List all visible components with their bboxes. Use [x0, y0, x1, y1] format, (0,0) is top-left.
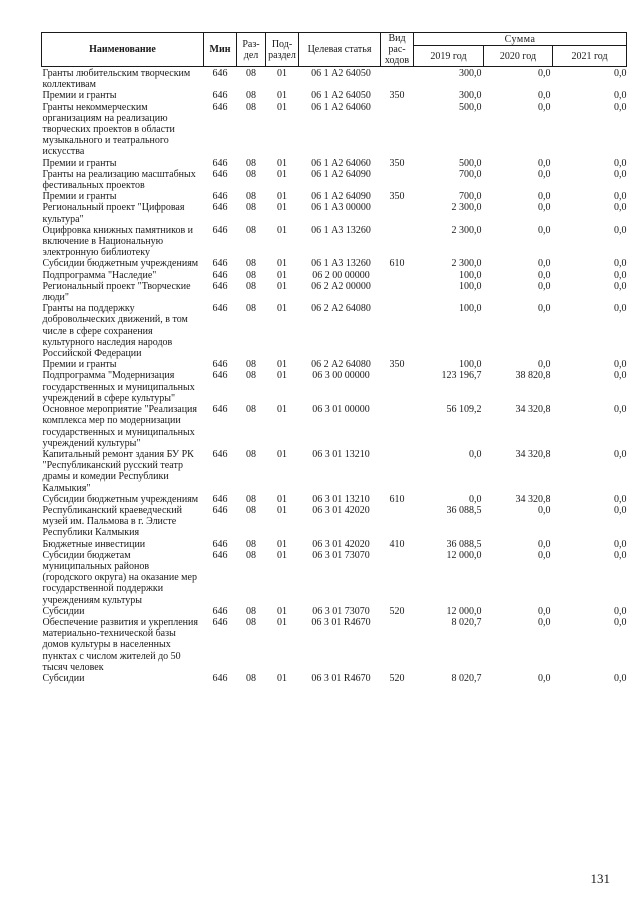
- row-sum-2020: 0,0: [538, 672, 551, 684]
- row-vid: [381, 370, 414, 404]
- row-sum-2021: 0,0: [614, 68, 627, 79]
- table-row: [42, 90, 627, 101]
- row-sum-2021: 0,0: [614, 258, 627, 270]
- row-razdel: 08: [246, 191, 256, 203]
- row-name: Оцифровка книжных памятников и включение в Национальную электронную библиотеку: [42, 224, 194, 259]
- header-year-2019: 2019 год: [414, 46, 484, 67]
- row-min: 646: [212, 202, 228, 214]
- row-podrazdel: 01: [277, 224, 287, 236]
- row-vid: [381, 225, 414, 259]
- row-min: 646: [212, 258, 228, 270]
- row-min: 646: [212, 504, 228, 516]
- row-sum-2020: 0,0: [538, 224, 551, 236]
- row-razdel: 08: [246, 359, 256, 371]
- row-sum-2021: 0,0: [614, 157, 627, 169]
- row-vid: 610: [389, 258, 405, 270]
- row-name: Премии и гранты: [42, 90, 117, 102]
- row-vid: 610: [389, 493, 405, 505]
- row-name: Подпрограмма "Модернизация государственных и муниципальных учреждений в сфере культуры": [42, 370, 195, 404]
- row-celevaya: 06 2 А2 00000: [311, 280, 371, 292]
- table-row: [42, 202, 627, 224]
- row-sum-2020: 0,0: [538, 258, 551, 270]
- row-sum-2021: 0,0: [614, 280, 627, 292]
- row-razdel: 08: [246, 616, 256, 628]
- row-celevaya: 06 1 А2 64060: [311, 157, 371, 169]
- row-name: Субсидии: [42, 672, 85, 684]
- row-vid: [381, 270, 414, 281]
- row-vid: 350: [389, 359, 405, 371]
- row-sum-2020: 0,0: [538, 538, 551, 550]
- row-sum-2021: 0,0: [614, 191, 627, 203]
- row-vid: [381, 102, 414, 158]
- row-name: Региональный проект "Творческие люди": [42, 280, 191, 304]
- row-min: 646: [212, 303, 228, 315]
- row-sum-2020: 34 320,8: [515, 448, 551, 460]
- row-celevaya: 06 1 А3 00000: [311, 202, 371, 214]
- row-name: Субсидии бюджетным учреждениям: [42, 493, 199, 505]
- table-row: [42, 606, 627, 617]
- row-sum-2021: 0,0: [614, 101, 627, 113]
- row-sum-2019: 500,0: [459, 101, 482, 113]
- row-sum-2019: 2 300,0: [451, 202, 482, 214]
- row-celevaya: 06 1 А2 64090: [311, 191, 371, 203]
- row-razdel: 08: [246, 448, 256, 460]
- row-razdel: 08: [246, 280, 256, 292]
- row-sum-2019: 100,0: [459, 269, 482, 281]
- row-razdel: 08: [246, 101, 256, 113]
- table-row: [42, 102, 627, 158]
- row-razdel: 08: [246, 157, 256, 169]
- table-row: [42, 270, 627, 281]
- row-min: 646: [212, 448, 228, 460]
- row-sum-2021: 0,0: [614, 224, 627, 236]
- row-name: Премии и гранты: [42, 359, 117, 371]
- row-min: 646: [212, 90, 228, 102]
- row-podrazdel: 01: [277, 549, 287, 561]
- table-row: [42, 550, 627, 606]
- table-row: [42, 225, 627, 259]
- table-row: [42, 191, 627, 202]
- header-podrazdel: Под- раздел: [266, 33, 299, 67]
- row-vid: 520: [389, 672, 405, 684]
- row-razdel: 08: [246, 68, 256, 79]
- row-celevaya: 06 3 01 R4670: [311, 672, 371, 684]
- row-celevaya: 06 3 01 00000: [312, 404, 370, 416]
- row-podrazdel: 01: [277, 448, 287, 460]
- row-podrazdel: 01: [277, 168, 287, 180]
- row-sum-2021: 0,0: [614, 202, 627, 214]
- row-name: Гранты некоммерческим организациям на реализацию творческих проектов в области музыкального и театрального искусства: [42, 101, 175, 158]
- row-sum-2021: 0,0: [614, 504, 627, 516]
- row-podrazdel: 01: [277, 493, 287, 505]
- row-celevaya: 06 3 01 42020: [312, 504, 370, 516]
- table-row: [42, 303, 627, 359]
- row-sum-2020: 0,0: [538, 68, 551, 79]
- row-sum-2019: 12 000,0: [446, 605, 482, 617]
- row-vid: [381, 202, 414, 224]
- row-vid: 350: [389, 191, 405, 203]
- row-sum-2020: 0,0: [538, 101, 551, 113]
- row-name: Республиканский краеведческий музей им. Пальмова в г. Элисте Республики Калмыкия: [42, 504, 182, 539]
- row-sum-2021: 0,0: [614, 370, 627, 382]
- row-vid: [381, 449, 414, 494]
- row-razdel: 08: [246, 493, 256, 505]
- budget-table: [41, 32, 627, 684]
- row-name: Основное мероприятие "Реализация комплекса мер по модернизации государственных и муниципальных учреждений культуры": [42, 404, 198, 449]
- row-celevaya: 06 1 А2 64050: [311, 90, 371, 102]
- row-sum-2019: 56 109,2: [446, 404, 482, 416]
- row-celevaya: 06 1 А2 64050: [311, 68, 371, 79]
- row-min: 646: [212, 359, 228, 371]
- row-podrazdel: 01: [277, 370, 287, 382]
- row-name: Гранты на реализацию масштабных фестивальных проектов: [42, 168, 196, 192]
- table-row: [42, 494, 627, 505]
- row-celevaya: 06 3 01 73070: [312, 549, 370, 561]
- header-vid: Вид рас- ходов: [381, 33, 414, 67]
- row-min: 646: [212, 493, 228, 505]
- row-celevaya: 06 3 01 13210: [312, 448, 370, 460]
- row-sum-2019: 100,0: [459, 359, 482, 371]
- row-razdel: 08: [246, 538, 256, 550]
- row-sum-2019: 8 020,7: [451, 616, 482, 628]
- header-summa: Сумма: [414, 33, 627, 46]
- row-razdel: 08: [246, 605, 256, 617]
- row-sum-2020: 0,0: [538, 280, 551, 292]
- row-podrazdel: 01: [277, 672, 287, 684]
- row-vid: [381, 169, 414, 191]
- table-row: [42, 449, 627, 494]
- row-min: 646: [212, 269, 228, 281]
- row-razdel: 08: [246, 224, 256, 236]
- row-sum-2021: 0,0: [614, 616, 627, 628]
- row-podrazdel: 01: [277, 269, 287, 281]
- row-sum-2019: 100,0: [459, 303, 482, 315]
- row-podrazdel: 01: [277, 258, 287, 270]
- row-sum-2019: 12 000,0: [446, 549, 482, 561]
- row-sum-2019: 0,0: [469, 448, 482, 460]
- row-razdel: 08: [246, 303, 256, 315]
- row-celevaya: 06 2 А2 64080: [311, 359, 371, 371]
- row-min: 646: [212, 672, 228, 684]
- table-row: [42, 169, 627, 191]
- row-vid: [381, 67, 414, 91]
- row-celevaya: 06 3 00 00000: [312, 370, 370, 382]
- row-name: Региональный проект "Цифровая культура": [42, 202, 185, 225]
- row-min: 646: [212, 191, 228, 203]
- row-vid: [381, 505, 414, 539]
- row-min: 646: [212, 101, 228, 113]
- row-sum-2020: 0,0: [538, 605, 551, 617]
- header-min: Мин: [204, 33, 237, 67]
- row-celevaya: 06 1 А3 13260: [311, 258, 371, 270]
- row-razdel: 08: [246, 404, 256, 416]
- row-sum-2020: 34 320,8: [515, 493, 551, 505]
- row-vid: 520: [389, 605, 405, 617]
- row-sum-2020: 0,0: [538, 202, 551, 214]
- row-sum-2019: 0,0: [469, 493, 482, 505]
- row-min: 646: [212, 605, 228, 617]
- row-sum-2020: 0,0: [538, 359, 551, 371]
- row-razdel: 08: [246, 269, 256, 281]
- header-year-2021: 2021 год: [553, 46, 627, 67]
- row-podrazdel: 01: [277, 303, 287, 315]
- row-sum-2019: 100,0: [459, 280, 482, 292]
- row-celevaya: 06 3 01 13210: [312, 493, 370, 505]
- row-vid: 350: [389, 157, 405, 169]
- table-body: [42, 67, 627, 685]
- row-celevaya: 06 3 01 42020: [312, 538, 370, 550]
- row-name: Субсидии бюджетным учреждениям: [42, 258, 199, 270]
- row-celevaya: 06 1 А2 64090: [311, 168, 371, 180]
- row-podrazdel: 01: [277, 68, 287, 79]
- row-podrazdel: 01: [277, 605, 287, 617]
- row-podrazdel: 01: [277, 538, 287, 550]
- row-podrazdel: 01: [277, 359, 287, 371]
- row-name: Капитальный ремонт здания БУ РК "Республиканский русский театр драмы и комедии Республики Калмыкия": [42, 448, 194, 494]
- row-sum-2019: 8 020,7: [451, 672, 482, 684]
- table-row: [42, 370, 627, 404]
- row-razdel: 08: [246, 168, 256, 180]
- row-min: 646: [212, 68, 228, 79]
- row-podrazdel: 01: [277, 280, 287, 292]
- row-vid: [381, 281, 414, 303]
- row-sum-2019: 2 300,0: [451, 258, 482, 270]
- row-sum-2019: 36 088,5: [446, 538, 482, 550]
- row-sum-2021: 0,0: [614, 672, 627, 684]
- row-podrazdel: 01: [277, 504, 287, 516]
- table-header: [42, 33, 627, 67]
- row-sum-2019: 300,0: [459, 90, 482, 102]
- row-sum-2021: 0,0: [614, 605, 627, 617]
- row-celevaya: 06 2 00 00000: [312, 269, 370, 281]
- page-number: 131: [590, 871, 610, 886]
- table-row: [42, 617, 627, 673]
- row-sum-2021: 0,0: [614, 404, 627, 416]
- row-sum-2020: 0,0: [538, 168, 551, 180]
- row-min: 646: [212, 549, 228, 561]
- row-sum-2019: 300,0: [459, 68, 482, 79]
- row-sum-2019: 36 088,5: [446, 504, 482, 516]
- row-razdel: 08: [246, 258, 256, 270]
- table-row: [42, 359, 627, 370]
- row-vid: [381, 404, 414, 449]
- row-sum-2020: 0,0: [538, 504, 551, 516]
- row-celevaya: 06 1 А2 64060: [311, 101, 371, 113]
- row-razdel: 08: [246, 549, 256, 561]
- row-vid: [381, 303, 414, 359]
- row-sum-2019: 700,0: [459, 191, 482, 203]
- row-name: Премии и гранты: [42, 191, 117, 203]
- row-name: Субсидии бюджетам муниципальных районов (городского округа) на оказание мер государственной поддержки учреждениям культуры: [42, 549, 197, 606]
- row-sum-2020: 0,0: [538, 90, 551, 102]
- table-row: [42, 281, 627, 303]
- row-sum-2019: 500,0: [459, 157, 482, 169]
- row-sum-2020: 38 820,8: [515, 370, 551, 382]
- row-sum-2021: 0,0: [614, 269, 627, 281]
- row-name: Субсидии: [42, 605, 85, 617]
- row-sum-2020: 0,0: [538, 269, 551, 281]
- row-sum-2020: 0,0: [538, 549, 551, 561]
- row-podrazdel: 01: [277, 202, 287, 214]
- row-vid: 350: [389, 90, 405, 102]
- row-podrazdel: 01: [277, 191, 287, 203]
- row-name: Бюджетные инвестиции: [42, 538, 146, 550]
- row-name: Гранты любительским творческим коллективам: [42, 68, 191, 91]
- row-min: 646: [212, 168, 228, 180]
- row-razdel: 08: [246, 672, 256, 684]
- row-sum-2019: 123 196,7: [441, 370, 482, 382]
- table-row: [42, 673, 627, 684]
- row-celevaya: 06 2 А2 64080: [311, 303, 371, 315]
- row-celevaya: 06 1 А3 13260: [311, 224, 371, 236]
- table-row: [42, 258, 627, 269]
- row-name: Премии и гранты: [42, 157, 117, 169]
- row-podrazdel: 01: [277, 404, 287, 416]
- row-podrazdel: 01: [277, 101, 287, 113]
- row-razdel: 08: [246, 90, 256, 102]
- row-razdel: 08: [246, 370, 256, 382]
- row-podrazdel: 01: [277, 157, 287, 169]
- header-name: Наименование: [42, 33, 204, 67]
- row-min: 646: [212, 370, 228, 382]
- row-name: Обеспечение развития и укрепления материально-технической базы домов культуры в населенных пунктах с числом жителей до 50 тысяч человек: [42, 616, 198, 673]
- row-sum-2019: 2 300,0: [451, 224, 482, 236]
- row-vid: 410: [389, 538, 405, 550]
- row-sum-2021: 0,0: [614, 90, 627, 102]
- row-sum-2020: 0,0: [538, 616, 551, 628]
- row-sum-2021: 0,0: [614, 168, 627, 180]
- row-celevaya: 06 3 01 R4670: [311, 616, 371, 628]
- row-sum-2021: 0,0: [614, 448, 627, 460]
- header-year-2020: 2020 год: [484, 46, 553, 67]
- row-min: 646: [212, 224, 228, 236]
- row-vid: [381, 550, 414, 606]
- row-sum-2020: 0,0: [538, 303, 551, 315]
- table-row: [42, 158, 627, 169]
- row-name: Подпрограмма "Наследие": [42, 269, 157, 281]
- row-podrazdel: 01: [277, 90, 287, 102]
- row-sum-2021: 0,0: [614, 303, 627, 315]
- row-min: 646: [212, 157, 228, 169]
- row-sum-2020: 34 320,8: [515, 404, 551, 416]
- table-row: [42, 67, 627, 91]
- table-row: [42, 505, 627, 539]
- row-sum-2021: 0,0: [614, 549, 627, 561]
- header-celevaya: Целевая статья: [299, 33, 381, 67]
- table-row: [42, 404, 627, 449]
- row-sum-2021: 0,0: [614, 493, 627, 505]
- row-min: 646: [212, 538, 228, 550]
- row-sum-2020: 0,0: [538, 157, 551, 169]
- row-min: 646: [212, 616, 228, 628]
- row-sum-2020: 0,0: [538, 191, 551, 203]
- row-name: Гранты на поддержку добровольческих движений, в том числе в сфере сохранения культурного наследия народов Российской Федерации: [42, 303, 188, 360]
- row-sum-2019: 700,0: [459, 168, 482, 180]
- row-min: 646: [212, 404, 228, 416]
- row-vid: [381, 617, 414, 673]
- row-podrazdel: 01: [277, 616, 287, 628]
- row-razdel: 08: [246, 504, 256, 516]
- row-min: 646: [212, 280, 228, 292]
- row-sum-2021: 0,0: [614, 359, 627, 371]
- table-row: [42, 539, 627, 550]
- header-razdel: Раз- дел: [237, 33, 266, 67]
- row-celevaya: 06 3 01 73070: [312, 605, 370, 617]
- row-razdel: 08: [246, 202, 256, 214]
- row-sum-2021: 0,0: [614, 538, 627, 550]
